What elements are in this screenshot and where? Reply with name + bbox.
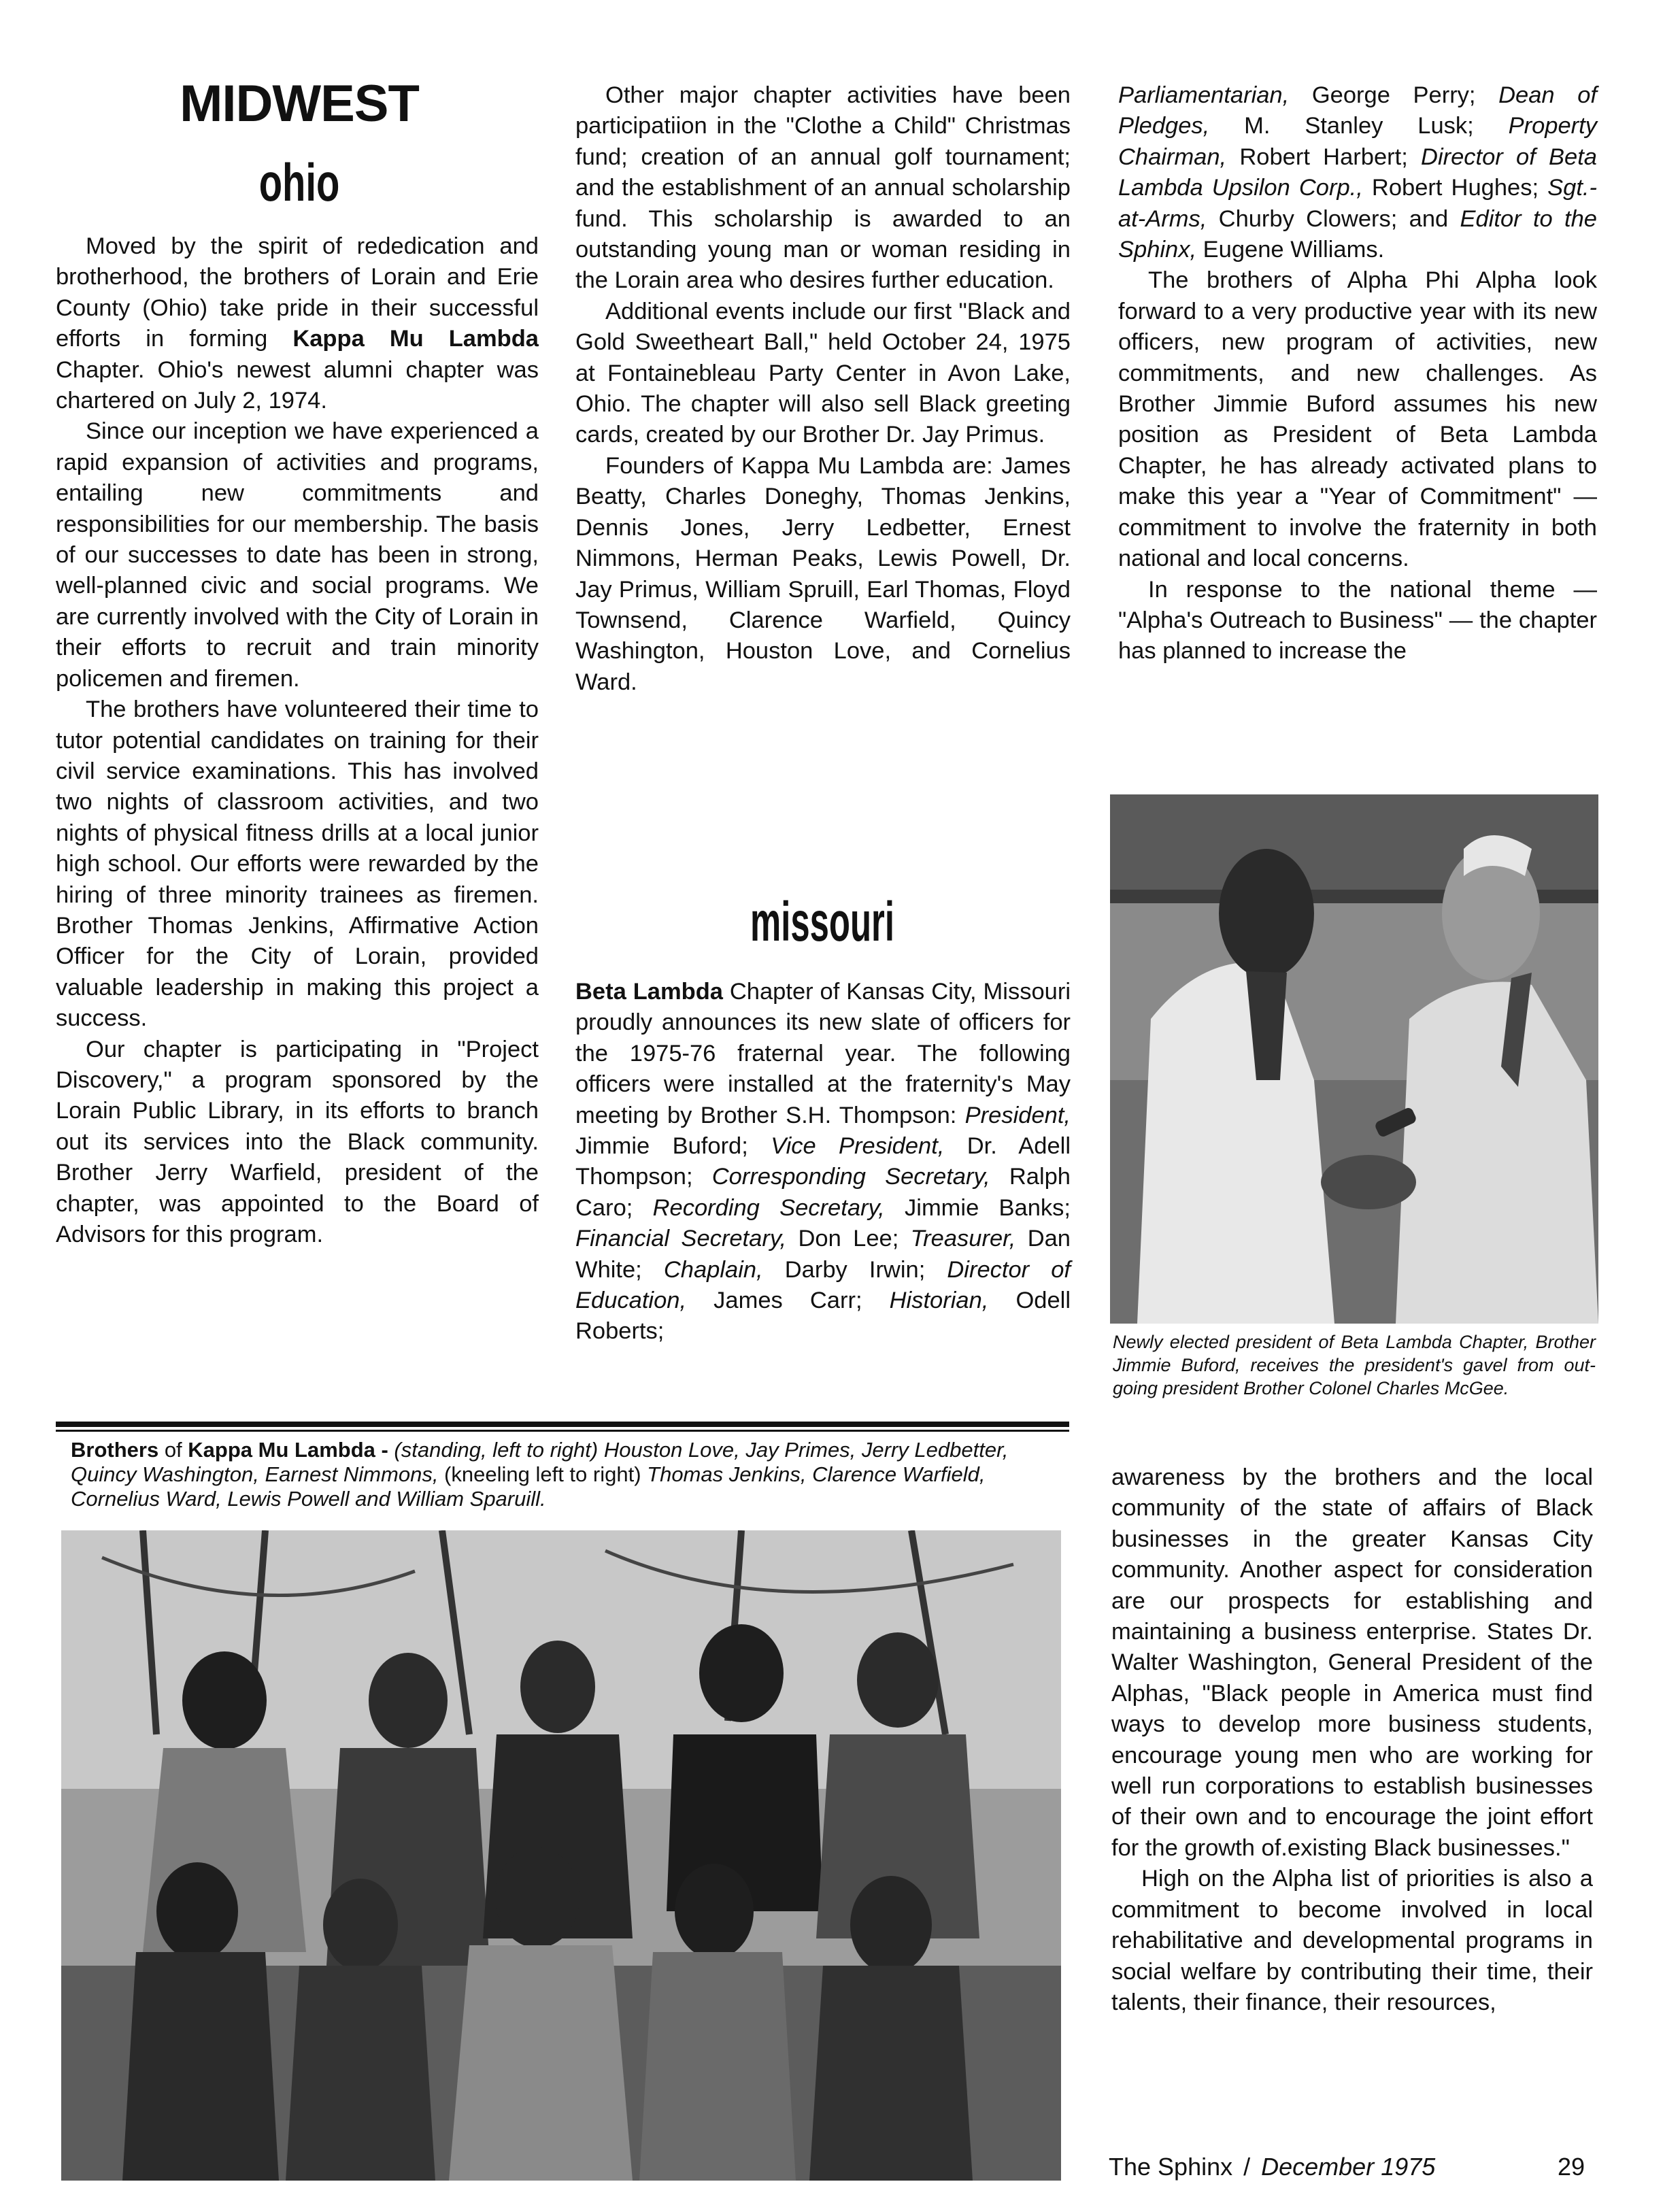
ohio-heading: ohio [258, 152, 340, 212]
photo-caption-right: Newly elected president of Beta Lambda Chapter, Brother Jimmie Buford, receives the president's gavel from out-going president Brother Colonel Charles McGee. [1113, 1332, 1596, 1398]
missouri-article-continued [1118, 80, 1597, 667]
photo-illustration [1110, 794, 1598, 1324]
ohio-article-continued [575, 80, 1071, 698]
gavel-handshake-photo [1110, 794, 1598, 1324]
photo-caption-main: Brothers of Kappa Mu Lambda - (standing, left to right) Houston Love, Jay Primes, Jerry Ledbetter, Quincy Washington, Earnest Nimmons, (kneeling left to right) Thomas Jenkins, Clarence Warfield, Cornelius Ward, Lewis Powell and William Sparuill. [71, 1438, 1009, 1511]
missouri-article-end [1111, 1462, 1593, 2018]
paragraph: Since our inception we have experienced a rapid expansion of activities and programs, entailing new commitments and responsibilities for our membership. The basis of our successes to date has been in strong, well-planned civic and social programs. We are currently involved with the City of Lorain in their efforts to recruit and train minority policemen and firemen. [56, 418, 539, 692]
paragraph: Moved by the spirit of rededication and brotherhood, the brothers of Lorain and Erie County (Ohio) take pride in their successful efforts in forming Kappa Mu Lambda Chapter. Ohio's newest alumni chapter was chartered on July 2, 1974. [56, 233, 539, 414]
missouri-heading: missouri [750, 891, 894, 953]
group-photo [61, 1530, 1061, 2181]
paragraph: Founders of Kappa Mu Lambda are: James Beatty, Charles Doneghy, Thomas Jenkins, Dennis Jones, Jerry Ledbetter, Ernest Nimmons, Herman Peaks, Lewis Powell, Dr. Jay Primus, William Spruill, Earl Thomas, Floyd Townsend, Clarence Warfield, Quincy Washington, Houston Love, and Cornelius Ward. [575, 452, 1071, 695]
footer-separator: / [1243, 2153, 1251, 2181]
section-title: MIDWEST [180, 75, 419, 133]
paragraph: Parliamentarian, George Perry; Dean of Pledges, M. Stanley Lusk; Property Chairman, Robert Harbert; Director of Beta Lambda Upsilon Corp., Robert Hughes; Sgt.-at-Arms, Churby Clowers; and Editor to the Sphinx, Eugene Williams. [1118, 82, 1597, 263]
paragraph: awareness by the brothers and the local community of the state of affairs of Black businesses in the greater Kansas City community. Another aspect for consideration are our prospects for establishing and maintaining a business enterprise. States Dr. Walter Washington, General President of the Alphas, "Black people in America must find ways to develop more business students, encourage young men who are working for well run corporations to establish businesses of their own and to encourage the joint effort for the growth of.existing Black businesses." [1111, 1464, 1593, 1861]
paragraph: The brothers have volunteered their time to tutor potential candidates on training for their civil service examinations. This has involved two nights of classroom activities, and two nights of physical fitness drills at a local junior high school. Our efforts were rewarded by the hiring of three minority trainees as firemen. Brother Thomas Jenkins, Affirmative Action Officer for the City of Lorain, provided valuable leadership in making this project a success. [56, 696, 539, 1032]
paragraph: Other major chapter activities have been participatiion in the "Clothe a Child" Christmas fund; creation of an annual golf tournament; and the establishment of an annual scholarship fund. This scholarship is awarded to an outstanding young man or woman residing in the Lorain area who desires further education. [575, 82, 1071, 294]
missouri-article-column [575, 977, 1071, 1347]
issue-date: December 1975 [1261, 2153, 1436, 2181]
divider-rule-thin [56, 1430, 1069, 1432]
paragraph: In response to the national theme — "Alpha's Outreach to Business" — the chapter has planned to increase the [1118, 576, 1597, 665]
paragraph: Our chapter is participating in "Project Discovery," a program sponsored by the Lorain Public Library, in its efforts to branch out its services into the Black community. Brother Jerry Warfield, president of the chapter, was appointed to the Board of Advisors for this program. [56, 1036, 539, 1247]
paragraph: High on the Alpha list of priorities is also a commitment to become involved in local rehabilitative and developmental programs in social welfare by contributing their time, their talents, their finance, their resources, [1111, 1866, 1593, 2015]
divider-rule [56, 1422, 1069, 1427]
paragraph: The brothers of Alpha Phi Alpha look forward to a very productive year with its new officers, new program of activities, new commitments, and new challenges. As Brother Jimmie Buford assumes his new position as President of Beta Lambda Chapter, he has already activated plans to make this year a "Year of Commitment" — commitment to involve the fraternity in both national and local concerns. [1118, 267, 1597, 572]
paragraph: Beta Lambda Chapter of Kansas City, Missouri proudly announces its new slate of officers for the 1975-76 fraternal year. The following officers were installed at the fraternity's May meeting by Brother S.H. Thompson: President, Jimmie Buford; Vice President, Dr. Adell Thompson; Corresponding Secretary, Ralph Caro; Recording Secretary, Jimmie Banks; Financial Secretary, Don Lee; Treasurer, Dan White; Chaplain, Darby Irwin; Director of Education, James Carr; Historian, Odell Roberts; [575, 979, 1071, 1345]
magazine-name: The Sphinx [1109, 2153, 1233, 2181]
paragraph: Additional events include our first "Black and Gold Sweetheart Ball," held October 24, 1975 at Fontainebleau Party Center in Avon Lake, Ohio. The chapter will also sell Black greeting cards, created by our Brother Dr. Jay Primus. [575, 298, 1071, 448]
page-footer [1109, 2152, 1598, 2182]
ohio-article-column [56, 231, 539, 1250]
page-number: 29 [1557, 2153, 1585, 2181]
photo-illustration [61, 1530, 1061, 2181]
